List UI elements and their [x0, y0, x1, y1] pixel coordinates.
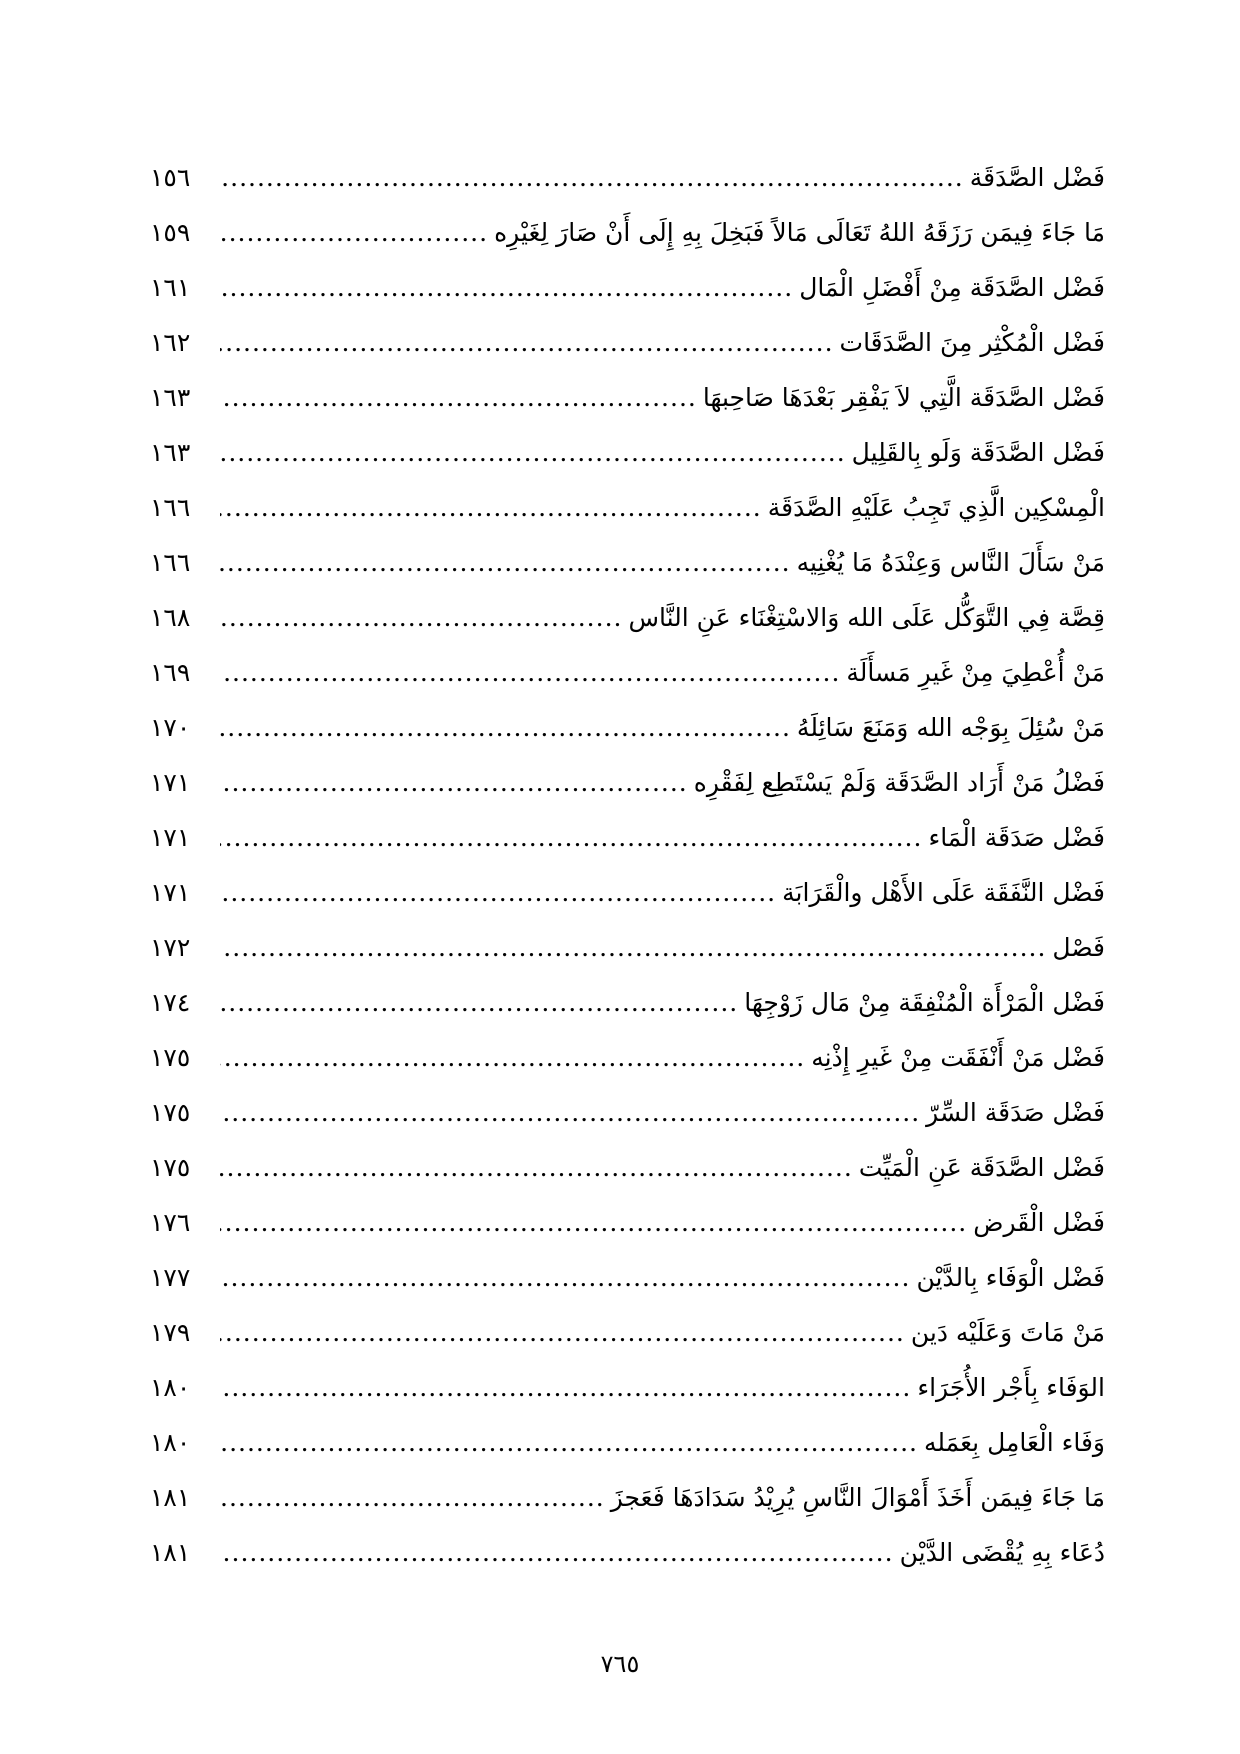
- toc-entry-page: ١٦٨: [150, 603, 191, 632]
- toc-entry: [150, 1470, 1105, 1525]
- toc-entry-page: ١٦٣: [150, 383, 191, 412]
- toc-entry-title: وَفَاء الْعَامِل بِعَمَله: [923, 1428, 1105, 1457]
- toc-entry-page: ١٧٢: [150, 933, 191, 962]
- toc-entry: [150, 645, 1105, 700]
- toc-entry-page: ١٧٧: [150, 1263, 191, 1292]
- toc-entry-page: ١٦٢: [150, 328, 191, 357]
- toc-entry-page: ١٧٦: [150, 1208, 191, 1237]
- dot-leader: [220, 480, 762, 535]
- toc-entry-title: فَضْل الصَّدَقَة مِنْ أَفْضَلِ الْمَال: [799, 273, 1105, 302]
- dot-leader: [220, 425, 846, 480]
- toc-entry-page: ١٥٦: [150, 163, 191, 192]
- dot-leader: [220, 370, 697, 425]
- toc-entry: [150, 1195, 1105, 1250]
- toc-entry-title: فَضْلُ مَنْ أَرَاد الصَّدَقَة وَلَمْ يَسْتَطِع لِفَقْرِه: [693, 768, 1105, 797]
- dot-leader: [220, 535, 791, 590]
- toc-entry-page: ١٦٩: [150, 658, 191, 687]
- toc-entry-title: فَضْل الصَّدَقَة الَّتِي لاَ يَفْقِر بَعْدَهَا صَاحِبهَا: [702, 383, 1105, 412]
- toc-entry-page: ١٧١: [150, 878, 191, 907]
- toc-entry-page: ١٨١: [150, 1483, 191, 1512]
- toc-entry-title: دُعَاء بِهِ يُقْضَى الدَّيْن: [899, 1538, 1105, 1567]
- dot-leader: [220, 1195, 967, 1250]
- dot-leader: [220, 975, 738, 1030]
- toc-entry: [150, 755, 1105, 810]
- dot-leader: [220, 645, 840, 700]
- dot-leader: [220, 1085, 920, 1140]
- toc-entry: [150, 1525, 1105, 1580]
- dot-leader: [220, 920, 1046, 975]
- toc-entry: [150, 1360, 1105, 1415]
- toc-entry: [150, 1415, 1105, 1470]
- toc-entry: [150, 480, 1105, 535]
- toc-entry-title: فَضْل الصَّدَقَة وَلَو بِالقَلِيل: [851, 438, 1105, 467]
- page-number: ٧٦٥: [600, 1650, 640, 1678]
- dot-leader: [220, 315, 834, 370]
- toc-entry: [150, 1030, 1105, 1085]
- toc-entry-title: مَنْ أُعْطِيَ مِنْ غَيرِ مَسأَلَة: [846, 658, 1105, 687]
- toc-entry-page: ١٧١: [150, 768, 191, 797]
- toc-entry-title: فَضْل صَدَقَة السِّرّ: [926, 1098, 1105, 1127]
- toc-entry: [150, 810, 1105, 865]
- toc-entry-page: ١٧٤: [150, 988, 191, 1017]
- toc-entry-page: ١٧٥: [150, 1098, 191, 1127]
- toc-entry-title: مَا جَاءَ فِيمَن رَزَقَهُ اللهُ تَعَالَى مَالاً فَبَخِلَ بِهِ إِلَى أَنْ صَارَ لِغَيْرِه: [494, 218, 1105, 247]
- toc-entry-title: قِصَّة فِي التَّوَكُّل عَلَى الله وَالاسْتِغْنَاء عَنِ النَّاس: [628, 603, 1105, 632]
- toc-entry-page: ١٦٦: [150, 493, 191, 522]
- dot-leader: [220, 1415, 918, 1470]
- toc-entry-title: فَضْل الصَّدَقَة عَنِ الْمَيِّت: [858, 1153, 1105, 1182]
- dot-leader: [220, 150, 964, 205]
- toc-entry-page: ١٦٣: [150, 438, 191, 467]
- dot-leader: [220, 1140, 853, 1195]
- dot-leader: [220, 1525, 894, 1580]
- toc-entry-title: فَضْل الْمَرْأَة الْمُنْفِقَة مِنْ مَال زَوْجِهَا: [744, 988, 1105, 1017]
- toc-entry: [150, 590, 1105, 645]
- toc-entry-page: ١٧٠: [150, 713, 191, 742]
- dot-leader: [220, 700, 791, 755]
- dot-leader: [220, 590, 622, 645]
- toc-entry-title: فَصْل: [1052, 933, 1105, 962]
- dot-leader: [220, 865, 776, 920]
- toc-entry-title: مَنْ مَاتَ وَعَلَيْه دَين: [910, 1318, 1105, 1347]
- toc-entry-page: ١٥٩: [150, 218, 191, 247]
- toc-entry-title: الْمِسْكِين الَّذِي تَجِبُ عَلَيْهِ الصَّدَقَة: [767, 493, 1105, 522]
- toc-entry-title: فَضْل مَنْ أَنْفَقَت مِنْ غَيرِ إِذْنِه: [811, 1043, 1105, 1072]
- toc-entry: [150, 1250, 1105, 1305]
- toc-entry: [150, 865, 1105, 920]
- toc-entry: [150, 1305, 1105, 1360]
- toc-entry-title: فَضْل صَدَقَة الْمَاء: [928, 823, 1105, 852]
- toc-entry-title: فَضْل الصَّدَقَة: [969, 163, 1105, 192]
- toc-entry-page: ١٨٠: [150, 1428, 191, 1457]
- toc-entry-page: ١٨٠: [150, 1373, 191, 1402]
- dot-leader: [220, 1250, 910, 1305]
- toc-entry: [150, 425, 1105, 480]
- dot-leader: [220, 1360, 911, 1415]
- dot-leader: [220, 1030, 805, 1085]
- toc-entry: [150, 260, 1105, 315]
- toc-entry-page: ١٧٥: [150, 1043, 191, 1072]
- toc-entry-title: مَنْ سُئِلَ بِوَجْه الله وَمَنَعَ سَائِلَهُ: [796, 713, 1105, 742]
- toc-entry-title: فَضْل الْوَفَاء بِالدَّيْن: [916, 1263, 1105, 1292]
- toc-entry: [150, 920, 1105, 975]
- dot-leader: [220, 1470, 605, 1525]
- table-of-contents: [150, 150, 1105, 1580]
- dot-leader: [220, 205, 488, 260]
- toc-entry-page: ١٧٥: [150, 1153, 191, 1182]
- dot-leader: [220, 810, 922, 865]
- toc-entry: [150, 370, 1105, 425]
- toc-entry-title: الوَفَاء بِأَجْر الأُجَرَاء: [917, 1373, 1105, 1402]
- toc-entry: [150, 1140, 1105, 1195]
- toc-entry-title: مَنْ سَأَلَ النَّاس وَعِنْدَهُ مَا يُغْنِيه: [796, 548, 1105, 577]
- toc-entry: [150, 535, 1105, 590]
- toc-entry: [150, 315, 1105, 370]
- toc-entry-page: ١٨١: [150, 1538, 191, 1567]
- toc-entry-page: ١٦٦: [150, 548, 191, 577]
- dot-leader: [220, 755, 688, 810]
- toc-entry-title: مَا جَاءَ فِيمَن أَخَذَ أَمْوَالَ النَّاسِ يُرِيْدُ سَدَادَهَا فَعَجزَ: [610, 1483, 1105, 1512]
- toc-entry: [150, 700, 1105, 755]
- toc-entry-title: فَضْل الْقَرض: [973, 1208, 1105, 1237]
- toc-entry: [150, 150, 1105, 205]
- toc-entry: [150, 975, 1105, 1030]
- toc-entry-title: فَضْل الْمُكْثِر مِنَ الصَّدَقَات: [839, 328, 1105, 357]
- toc-entry-page: ١٧١: [150, 823, 191, 852]
- dot-leader: [220, 260, 793, 315]
- toc-entry: [150, 205, 1105, 260]
- dot-leader: [220, 1305, 905, 1360]
- toc-entry-title: فَضْل النَّفَقَة عَلَى الأَهْل والْقَرَابَة: [782, 878, 1105, 907]
- toc-entry-page: ١٧٩: [150, 1318, 191, 1347]
- toc-entry-page: ١٦١: [150, 273, 191, 302]
- toc-entry: [150, 1085, 1105, 1140]
